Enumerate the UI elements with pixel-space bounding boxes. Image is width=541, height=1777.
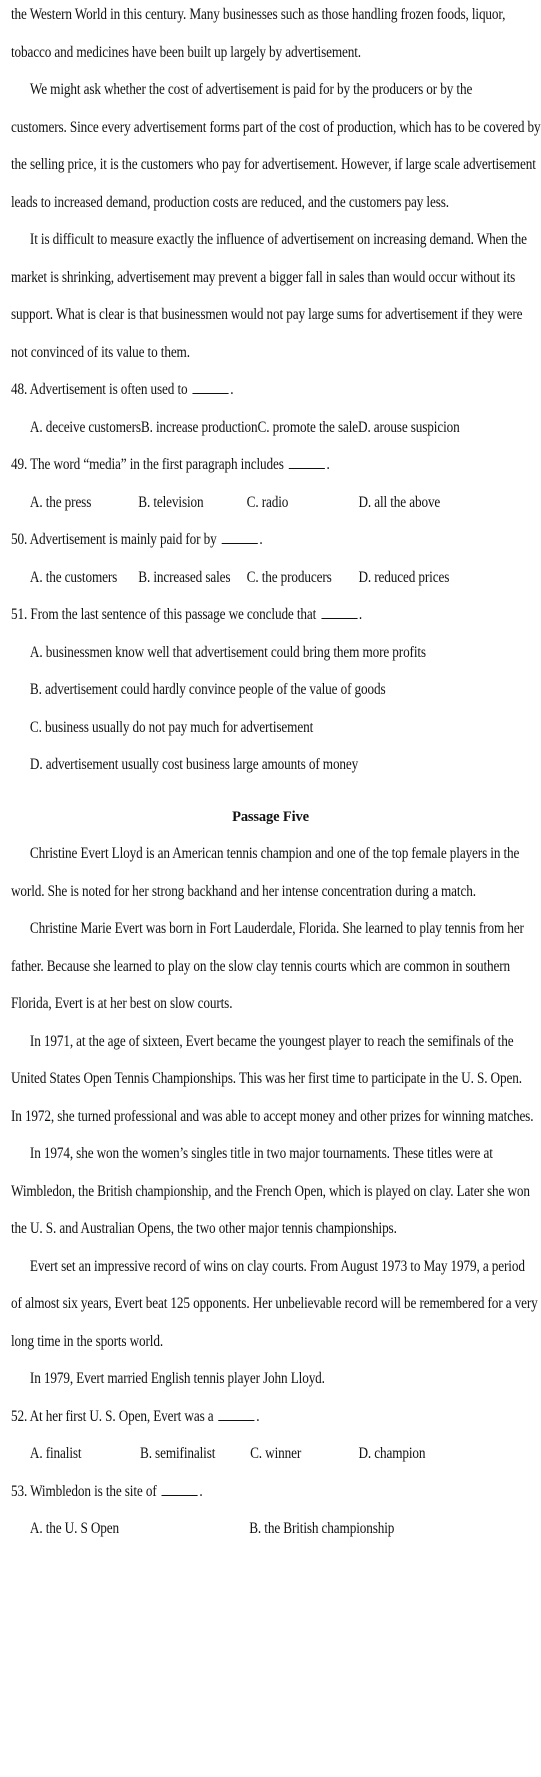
passage-line: the U. S. and Australian Opens, the two other major tennis championships. <box>11 1220 397 1237</box>
answer-blank <box>289 454 325 469</box>
question-stem-text: 49. The word “media” in the first paragraph includes <box>11 456 284 473</box>
answer-blank <box>218 1406 254 1421</box>
passage-line: In 1971, at the age of sixteen, Evert became the youngest player to reach the semifinals of the <box>29 1032 514 1050</box>
passage-line: customers. Since every advertisement forms part of the cost of production, which has to be covered by <box>11 118 541 136</box>
option-c: C. business usually do not pay much for advertisement <box>29 718 314 736</box>
passage-line: Wimbledon, the British championship, and the French Open, which is played on clay. Later she won <box>11 1182 530 1200</box>
question-53-stem <box>11 1481 457 1503</box>
passage-line: Florida, Evert is at her best on slow courts. <box>11 995 233 1012</box>
option-b: B. television <box>138 493 204 511</box>
question-48-options <box>11 417 460 439</box>
stem-period: . <box>199 1482 203 1500</box>
stem-period: . <box>326 456 330 473</box>
passage-line: father. Because she learned to play on the slow clay tennis courts which are common in southern <box>11 957 511 975</box>
passage-line: Christine Evert Lloyd is an American tennis champion and one of the top female players in the <box>29 845 520 862</box>
question-52-stem <box>11 1406 457 1428</box>
question-50-stem <box>11 529 457 551</box>
stem-period: . <box>256 1407 260 1425</box>
option-c: C. radio <box>246 493 289 511</box>
question-52-options <box>11 1443 457 1465</box>
passage-line: Evert set an impressive record of wins on clay courts. From August 1973 to May 1979, a period <box>29 1257 525 1275</box>
answer-blank <box>321 604 357 619</box>
stem-period: . <box>230 381 234 398</box>
passage-line: leads to increased demand, production costs are reduced, and the customers pay less. <box>11 193 449 211</box>
option-d: D. champion <box>358 1445 426 1462</box>
option-b: B. increased sales <box>138 568 231 586</box>
passage-line: world. She is noted for her strong backhand and her intense concentration during a match. <box>11 882 476 900</box>
option-c: C. the producers <box>246 568 332 586</box>
option-a: A. businessmen know well that advertisement could bring them more profits <box>29 643 426 661</box>
passage-line: long time in the sports world. <box>11 1332 164 1350</box>
option-a: A. the U. S Open <box>29 1520 120 1537</box>
passage-line: of almost six years, Evert beat 125 opponents. Her unbelievable record will be remembered for a very <box>11 1295 538 1312</box>
stem-period: . <box>259 531 263 548</box>
answer-blank <box>222 529 258 544</box>
option-d: D. all the above <box>358 493 441 511</box>
question-51-stem <box>11 604 457 626</box>
passage-line: In 1979, Evert married English tennis player John Lloyd. <box>29 1370 325 1387</box>
option-a: A. the press <box>29 493 92 511</box>
question-stem-text: 48. Advertisement is often used to <box>11 381 188 398</box>
option-d: D. reduced prices <box>358 568 450 586</box>
option-d: D. advertisement usually cost business large amounts of money <box>29 756 359 773</box>
section-gap <box>11 792 530 806</box>
option-b: B. the British championship <box>249 1520 395 1537</box>
answer-blank <box>192 379 228 394</box>
passage-line: market is shrinking, advertisement may prevent a bigger fall in sales than would occur without its <box>11 268 516 286</box>
question-stem-text: 51. From the last sentence of this passage we conclude that <box>11 606 317 623</box>
question-stem-text: 50. Advertisement is mainly paid for by <box>11 531 217 548</box>
passage-line: In 1972, she turned professional and was able to accept money and other prizes for winning matches. <box>11 1107 534 1125</box>
option-b: B. semifinalist <box>140 1445 216 1462</box>
question-49-stem <box>11 454 457 476</box>
question-49-options <box>11 492 457 514</box>
option-b: B. advertisement could hardly convince people of the value of goods <box>29 681 386 698</box>
option-c: C. winner <box>250 1445 302 1462</box>
passage-line: tobacco and medicines have been built up largely by advertisement. <box>11 43 361 61</box>
question-stem-text: 53. Wimbledon is the site of <box>11 1482 157 1500</box>
passage-line: the selling price, it is the customers who pay for advertisement. However, if large scale advertisement <box>11 156 536 173</box>
passage-line: Christine Marie Evert was born in Fort Lauderdale, Florida. She learned to play tennis from her <box>29 920 524 937</box>
question-53-options <box>11 1518 457 1540</box>
passage-line: not convinced of its value to them. <box>11 343 190 361</box>
passage-line: United States Open Tennis Championships. This was her first time to participate in the U. S. Open. <box>11 1070 522 1087</box>
passage-line: It is difficult to measure exactly the influence of advertisement on increasing demand. When the <box>29 231 527 248</box>
question-50-options <box>11 567 457 589</box>
option-b: B. increase production <box>140 418 258 436</box>
option-a: A. deceive customers <box>29 418 141 436</box>
answer-blank <box>162 1481 198 1496</box>
passage-title: Passage Five <box>232 808 309 825</box>
stem-period: . <box>358 606 363 623</box>
option-a: A. the customers <box>29 568 118 586</box>
question-48-stem <box>11 379 457 401</box>
passage-line: support. What is clear is that businessmen would not pay large sums for advertisement if they were <box>11 306 523 323</box>
passage-line: In 1974, she won the women’s singles title in two major tournaments. These titles were at <box>29 1145 493 1162</box>
option-a: A. finalist <box>29 1445 82 1462</box>
passage-line: the Western World in this century. Many businesses such as those handling frozen foods, liquor, <box>11 6 506 23</box>
question-stem-text: 52. At her first U. S. Open, Evert was a <box>11 1407 214 1425</box>
option-d: D. arouse suspicion <box>358 418 460 436</box>
passage-line: We might ask whether the cost of advertisement is paid for by the producers or by the <box>29 81 473 98</box>
option-c: C. promote the sale <box>257 418 359 436</box>
